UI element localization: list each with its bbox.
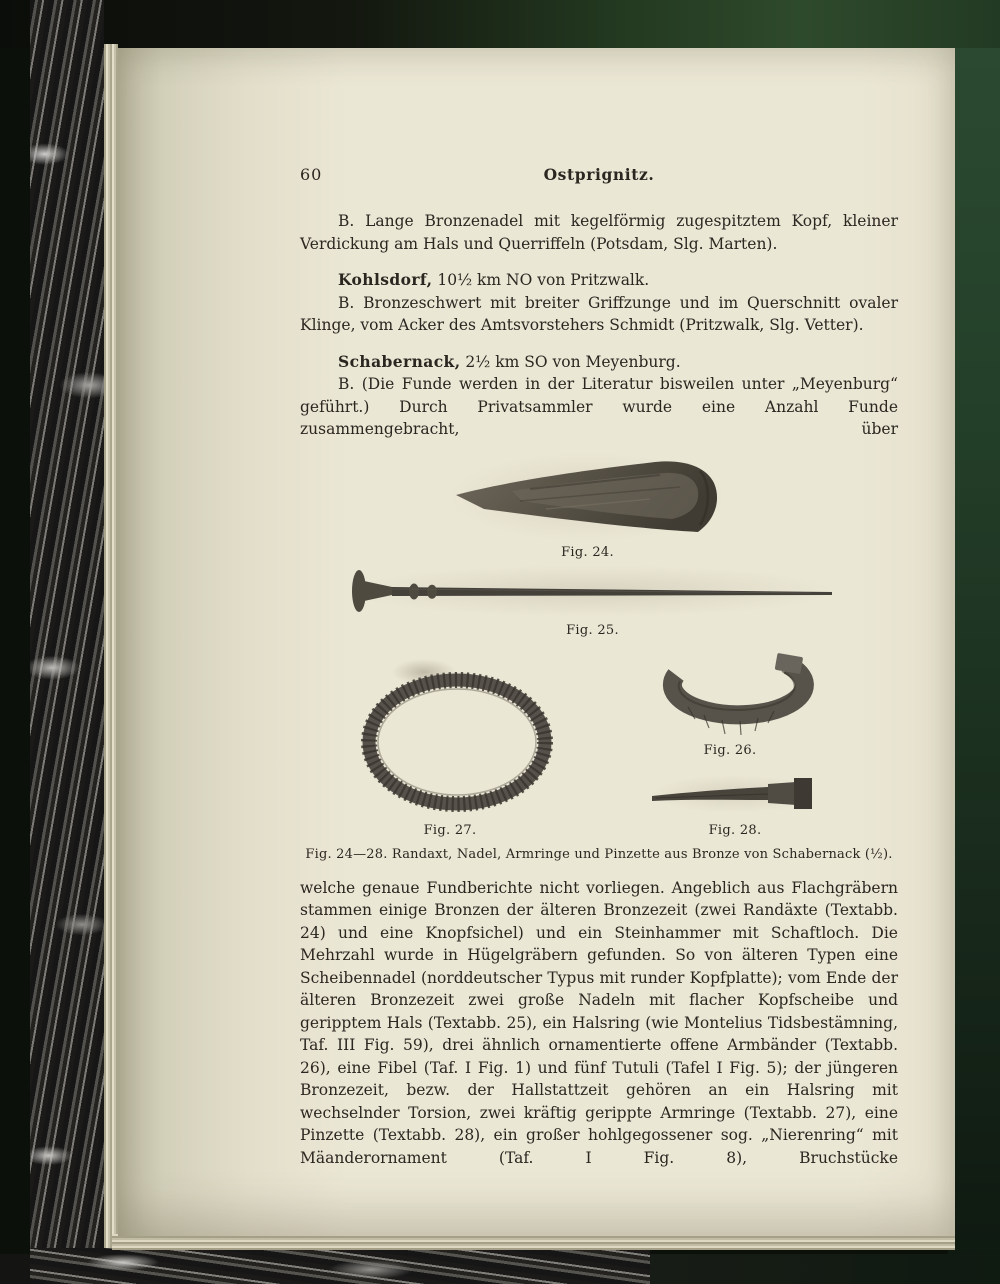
figure-plate: [300, 453, 898, 865]
axe-illustration: [450, 453, 725, 541]
kohlsdorf-distance: 10½ km NO von Pritzwalk.: [432, 271, 650, 289]
running-header: Ostprignitz.: [543, 165, 655, 184]
book-cover-top: [0, 0, 1000, 48]
figure-caption: Fig. 24—28. Randaxt, Nadel, Armringe und Pinzette aus Bronze von Schabernack (½).: [305, 846, 893, 862]
paragraph-kohlsdorf-heading: [300, 269, 898, 292]
figure-27-armring-image: [356, 665, 558, 817]
figure-24-randaxt-image: [450, 453, 725, 541]
page-content: [300, 48, 898, 1169]
ribbed-ring-illustration: [356, 665, 558, 817]
marbled-cover-spine: [30, 0, 104, 1284]
marbled-cover-bottom: [30, 1248, 650, 1284]
pin-illustration: [350, 565, 835, 617]
page-edge-stack-bottom: [112, 1234, 955, 1250]
place-name-schabernack: Schabernack,: [338, 351, 461, 371]
figure-28-label: Fig. 28.: [708, 822, 762, 838]
figure-26-armring-image: [636, 651, 822, 737]
paragraph-schabernack-heading: [300, 351, 898, 374]
page-header-row: [300, 165, 898, 189]
figure-28-pinzette-image: [650, 775, 818, 813]
figure-24-label: Fig. 24.: [561, 544, 614, 560]
figure-25-nadel-image: [350, 565, 835, 617]
page-edge-stack-left: [104, 44, 118, 1248]
paragraph-body: welche genaue Fundberichte nicht vorliegen. Angeblich aus Flachgräbern stammen einige Bronzen der älteren Bronzezeit (zwei Randäxte (Textabb. 24) und eine Knopfsichel) und ein Steinhammer mit Schaftloch. Die Mehrzahl wurde in Hügelgräbern gefunden. So von älteren Typen eine Scheibennadel (norddeutscher Typus mit runder Kopfplatte); vom Ende der älteren Bronzezeit zwei große Nadeln mit flacher Kopfscheibe und geripptem Hals (Textabb. 25), ein Halsring (wie Montelius Tidsbestämning, Taf. III Fig. 59), drei ähnlich ornamentierte offene Armbänder (Textabb. 26), eine Fibel (Taf. I Fig. 1) und fünf Tutuli (Tafel I Fig. 5); der jüngeren Bronzezeit, bezw. der Hallstattzeit gehören an ein Halsring mit wechselnder Torsion, zwei kräftig gerippte Armringe (Textabb. 27), eine Pinzette (Textabb. 28), ein großer hohlgegossener sog. „Nierenring“ mit Mäanderornament (Taf. I Fig. 8), Bruchstücke: [300, 878, 898, 1167]
paragraph-kohlsdorf-find: B. Bronzeschwert mit breiter Griffzunge und im Querschnitt ovaler Klinge, vom Acker des Amtsvorstehers Schmidt (Pritzwalk, Slg. Vetter).: [300, 293, 898, 334]
paragraph-bronzenadel: B. Lange Bronzenadel mit kegelförmig zugespitztem Kopf, kleiner Verdickung am Hals und Querriffeln (Potsdam, Slg. Marten).: [300, 212, 898, 253]
figure-27-label: Fig. 27.: [423, 822, 477, 838]
page-number: 60: [300, 165, 323, 184]
cuff-bracelet-illustration: [636, 651, 822, 737]
scanned-page: [118, 48, 955, 1236]
book-cover-right: [948, 0, 1000, 1284]
schabernack-distance: 2½ km SO von Meyenburg.: [460, 352, 681, 371]
tweezers-illustration: [650, 775, 818, 813]
figure-25-label: Fig. 25.: [566, 622, 619, 638]
paragraph-schabernack-find: B. (Die Funde werden in der Literatur bisweilen unter „Meyenburg“ geführt.) Durch Privatsammler wurde eine Anzahl Funde zusammengebracht, über: [300, 375, 898, 438]
figure-26-label: Fig. 26.: [703, 742, 757, 758]
place-name-kohlsdorf: Kohlsdorf,: [338, 270, 433, 289]
